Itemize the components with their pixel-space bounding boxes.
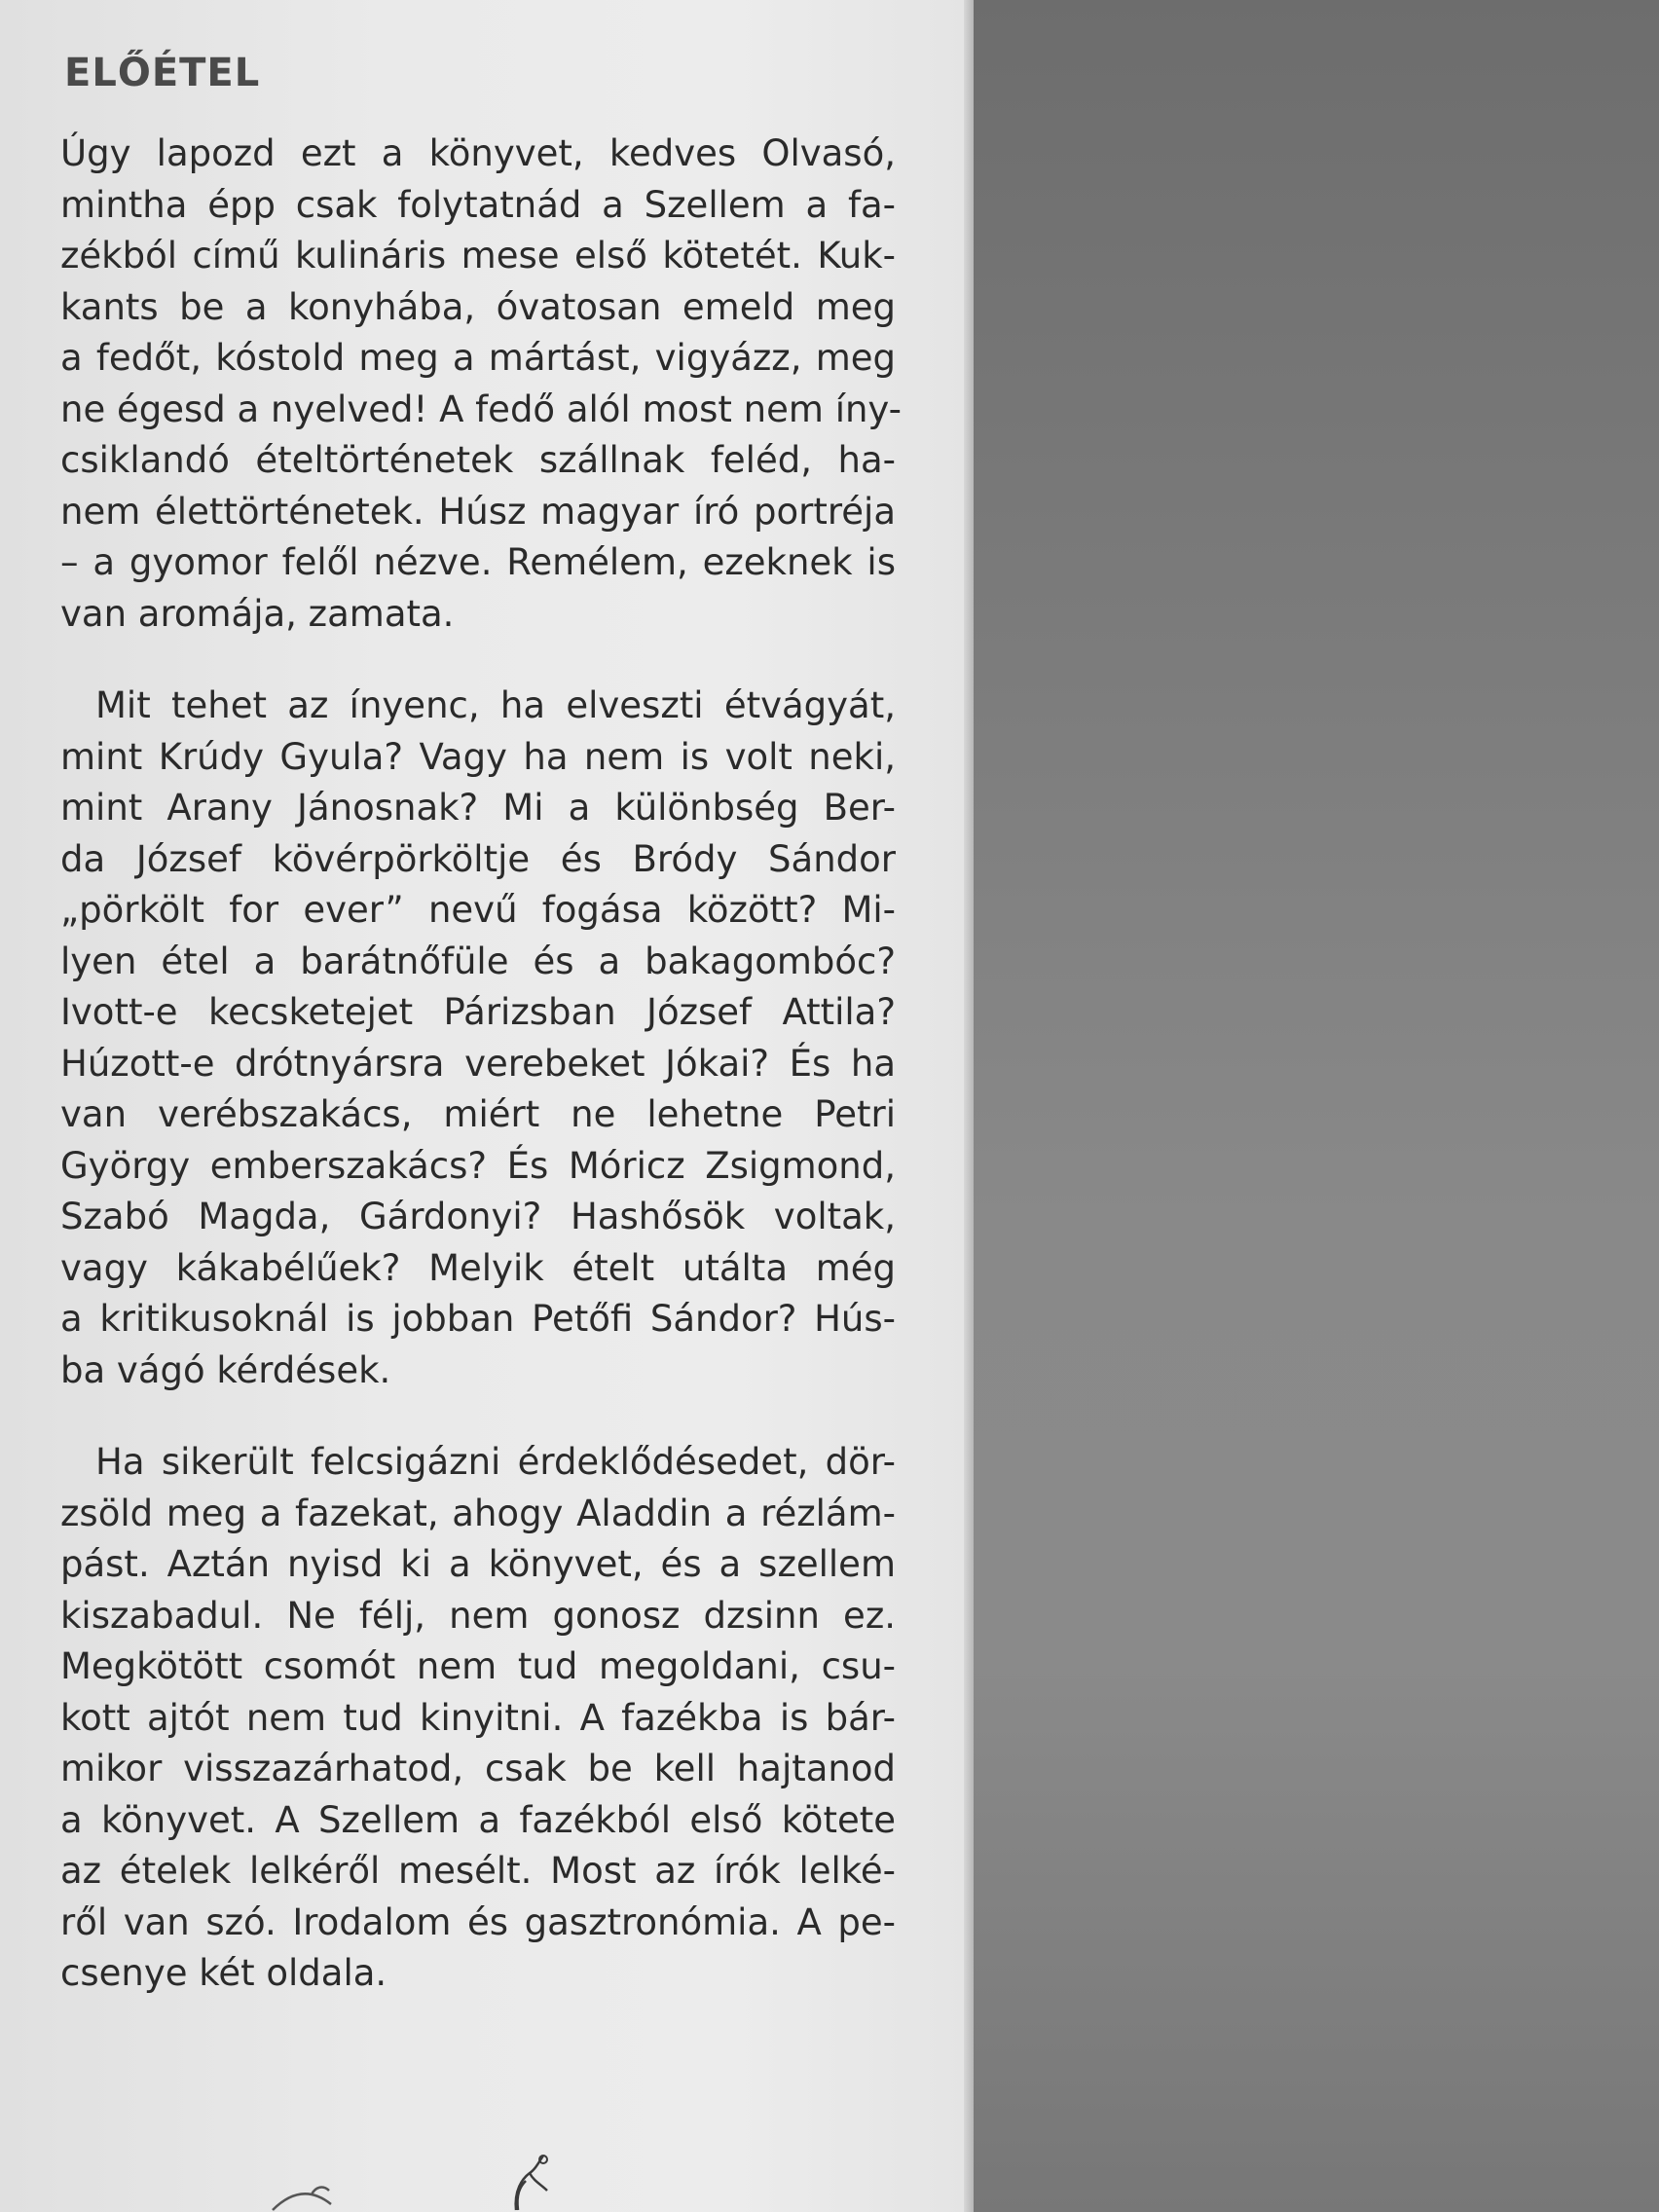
sketch-illustration [487, 2152, 574, 2212]
sketch-illustration-small [253, 2181, 370, 2212]
text-line: pást. Aztán nyisd ki a könyvet, és a szellem [60, 1543, 896, 1585]
text-line: Úgy lapozd ezt a könyvet, kedves Olvasó, [60, 132, 896, 174]
text-line: a könyvet. A Szellem a fazékból első kötete [60, 1798, 896, 1841]
paragraph-2 [60, 681, 896, 1396]
text-line: a fedőt, kóstold meg a mártást, vigyázz, meg [60, 337, 896, 379]
body-text [60, 129, 903, 2041]
text-line: zékból című kulináris mese első kötetét. Kuk- [60, 235, 896, 276]
text-line: ről van szó. Irodalom és gasztronómia. A pe- [60, 1900, 896, 1943]
text-line: da József kövérpörköltje és Bródy Sándor [60, 837, 896, 880]
text-line: ne égesd a nyelved! A fedő alól most nem íny- [60, 387, 903, 430]
text-line: a kritikusoknál is jobban Petőfi Sándor? Hús- [60, 1298, 896, 1340]
text-line: Húzott-e drótnyársra verebeket Jókai? És ha [60, 1042, 896, 1085]
text-line: Ivott-e kecsketejet Párizsban József Attila? [60, 991, 896, 1033]
text-line: György emberszakács? És Móricz Zsigmond, [60, 1144, 896, 1187]
text-line: csenye két oldala. [60, 1952, 387, 1994]
text-line: Szabó Magda, Gárdonyi? Hashősök voltak, [60, 1196, 896, 1237]
text-line: mint Krúdy Gyula? Vagy ha nem is volt neki, [60, 735, 896, 778]
text-line: Ha sikerült felcsigázni érdeklődésedet, dör- [95, 1441, 896, 1483]
text-line: van verébszakács, miért ne lehetne Petri [60, 1093, 896, 1135]
text-line: az ételek lelkéről mesélt. Most az írók lelké- [60, 1850, 896, 1892]
text-line: Mit tehet az ínyenc, ha elveszti étvágyát, [95, 684, 896, 726]
text-line: mint Arany Jánosnak? Mi a különbség Ber- [60, 787, 896, 829]
text-line: mintha épp csak folytatnád a Szellem a fa- [60, 183, 896, 226]
paragraph-1 [60, 129, 903, 640]
text-line: kants be a konyhába, óvatosan emeld meg [60, 285, 896, 328]
section-heading: ELŐÉTEL [64, 51, 261, 95]
text-line: nem élettörténetek. Húsz magyar író portréja [60, 490, 896, 533]
text-line: mikor visszazárhatod, csak be kell hajtanod [60, 1748, 896, 1789]
text-line: – a gyomor felől nézve. Remélem, ezeknek is [60, 541, 896, 583]
text-line: kott ajtót nem tud kinyitni. A fazékba is bár- [60, 1696, 896, 1739]
text-line: ba vágó kérdések. [60, 1348, 391, 1391]
text-line: zsöld meg a fazekat, ahogy Aladdin a rézlám- [60, 1492, 896, 1534]
text-line: Megkötött csomót nem tud megoldani, csu- [60, 1645, 896, 1687]
text-line: „pörkölt for ever” nevű fogása között? Mi- [60, 889, 896, 931]
paragraph-3 [60, 1437, 896, 2000]
text-line: csiklandó ételtörténetek szállnak feléd, ha- [60, 439, 896, 481]
text-line: lyen étel a barátnőfüle és a bakagombóc? [60, 940, 896, 982]
text-line: van aromája, zamata. [60, 592, 455, 635]
text-line: kiszabadul. Ne félj, nem gonosz dzsinn ez. [60, 1594, 896, 1637]
text-line: vagy kákabélűek? Melyik ételt utálta még [60, 1246, 896, 1289]
grey-backdrop [974, 0, 1659, 2212]
